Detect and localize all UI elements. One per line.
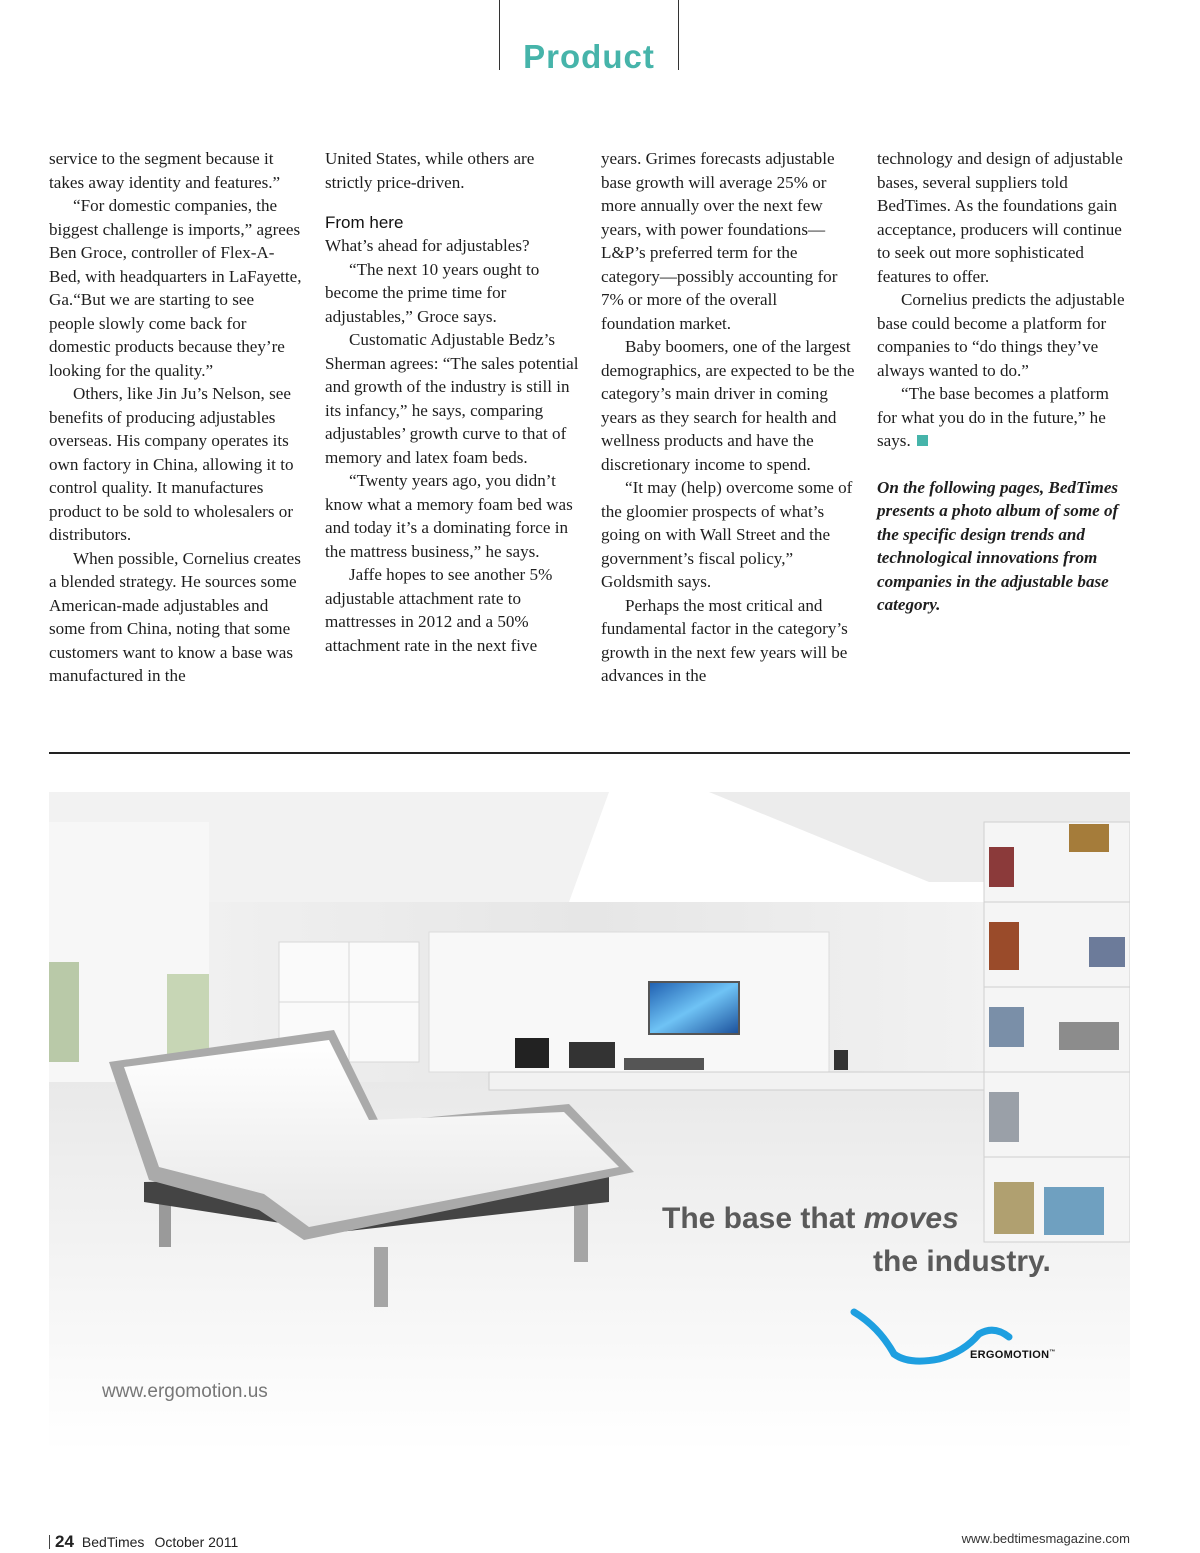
article-column-3: [601, 147, 855, 688]
ad-tagline-line-2: the industry.: [873, 1245, 1051, 1278]
article-column-2: [325, 147, 579, 657]
ad-url[interactable]: www.ergomotion.us: [102, 1381, 268, 1402]
end-mark-icon: [917, 435, 928, 446]
books-black: [569, 1042, 615, 1068]
paragraph: Perhaps the most critical and fundamental factor in the category’s growth in the next few years will be advances in the: [601, 595, 848, 685]
ad-illustration: [49, 762, 1130, 1452]
paragraph: What’s ahead for adjustables?: [325, 236, 530, 255]
paragraph: “It may (help) overcome some of the gloomier prospects of what’s going on with Wall Street and the government’s fiscal policy,” Goldsmith says.: [601, 478, 853, 591]
paragraph: United States, while others are strictly price-driven.: [325, 149, 535, 192]
window-plant-left: [49, 962, 79, 1062]
paragraph: technology and design of adjustable bases, several suppliers told BedTimes. As the foundations gain acceptance, producers will continue to seek out more sophisticated features to offer.: [877, 149, 1123, 286]
paragraph: service to the segment because it takes away identity and features.”: [49, 149, 281, 192]
tagline-text: The base that: [662, 1202, 864, 1235]
closing-note: On the following pages, BedTimes presents a photo album of some of the specific design trends and technological innovations from companies in the adjustable base category.: [877, 477, 1119, 614]
page-number: 24: [55, 1532, 74, 1551]
divider: [49, 752, 1130, 754]
media-console: [489, 1072, 1029, 1090]
brand-text: ERGOMOTION: [970, 1349, 1050, 1361]
subhead: From here: [325, 213, 404, 232]
article-column-1: [49, 147, 303, 688]
paragraph: When possible, Cornelius creates a blended strategy. He sources some American-made adjustables and some from China, noting that some customers want to know a base was manufactured in the: [49, 548, 301, 685]
paragraph: “Twenty years ago, you didn’t know what a memory foam bed was and today it’s a dominating force in the mattress business,” he says.: [325, 471, 573, 561]
issue-date: October 2011: [154, 1534, 239, 1550]
brand-name: [970, 1349, 1056, 1361]
decor-2: [834, 1050, 848, 1070]
paragraph: years. Grimes forecasts adjustable base growth will average 25% or more annually over the next few years, with power foundations—L&P’s preferred term for the category—possibly accounting for 7% or more of the overall foundation market.: [601, 149, 838, 333]
paragraph: Cornelius predicts the adjustable base could become a platform for companies to “do things they’ve always wanted to do.”: [877, 290, 1125, 380]
trademark: ™: [1049, 1349, 1056, 1356]
paragraph: “For domestic companies, the biggest challenge is imports,” agrees Ben Groce, controller of Flex-A-Bed, with headquarters in LaFayette, Ga.“But we are starting to see people slowly come back for domestic products because they’re looking for the quality.”: [49, 196, 302, 380]
bed-leg: [374, 1247, 388, 1307]
section-title: Product: [523, 38, 655, 75]
paragraph: Jaffe hopes to see another 5% adjustable attachment rate to mattresses in 2012 and a 50% attachment rate in the next five: [325, 565, 553, 655]
paragraph: Customatic Adjustable Bedz’s Sherman agrees: “The sales potential and growth of the industry is still in its infancy,” he says, comparing adjustables’ growth curve to that of memory and latex foam beds.: [325, 330, 579, 467]
footer-website[interactable]: www.bedtimesmagazine.com: [961, 1531, 1130, 1546]
paragraph: Others, like Jin Ju’s Nelson, see benefits of producing adjustables overseas. His company operates its own factory in China, allowing it to control quality. It manufactures product to be sold to wholesalers or distributors.: [49, 384, 294, 544]
tagline-emphasis: moves: [863, 1202, 959, 1235]
bed-leg: [574, 1202, 588, 1262]
paragraph: “The next 10 years ought to become the prime time for adjustables,” Groce says.: [325, 259, 540, 326]
footer-bar: [49, 1535, 50, 1549]
magazine-name: BedTimes: [81, 1534, 145, 1550]
paragraph: Baby boomers, one of the largest demographics, are expected to be the category’s main driver in coming years as they search for health and wellness products and have the discretionary income to spend.: [601, 337, 855, 474]
paragraph: [877, 382, 1131, 453]
advertisement: [49, 762, 1130, 1452]
ad-tagline: [662, 1202, 959, 1236]
decor: [624, 1058, 704, 1070]
speaker: [515, 1038, 549, 1068]
footer-left: [49, 1532, 238, 1552]
media-wall: [429, 932, 829, 1072]
television: [649, 982, 739, 1034]
paragraph-text: “The base becomes a platform for what you do in the future,” he says.: [877, 384, 1109, 450]
article-column-4: [877, 147, 1131, 617]
